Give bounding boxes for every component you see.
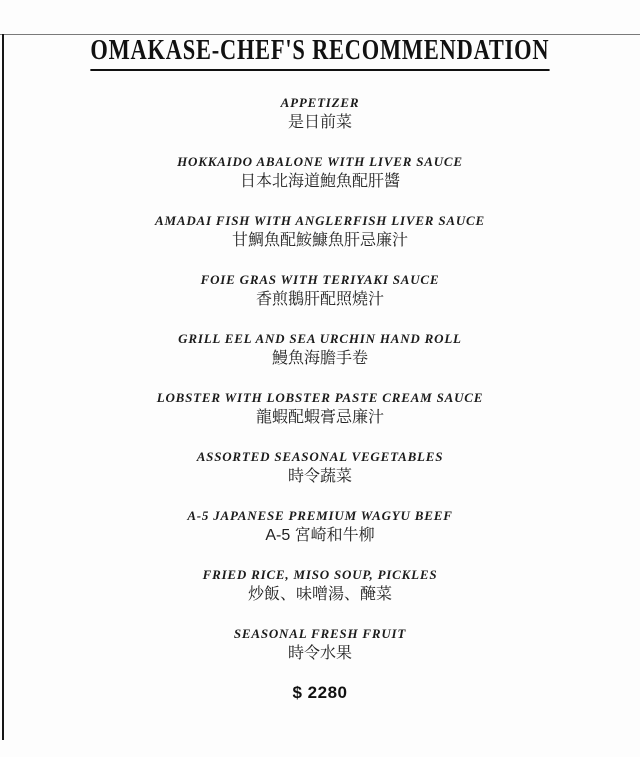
menu-item-en: APPETIZER: [280, 95, 360, 110]
menu-list: [0, 94, 640, 702]
menu-item-en: GRILL EEL AND SEA URCHIN HAND ROLL: [178, 331, 462, 346]
menu-item-zh: 炒飯、味噌湯、醃菜: [247, 586, 392, 603]
menu-item-vegetables: [0, 448, 640, 486]
menu-item-en: ASSORTED SEASONAL VEGETABLES: [196, 449, 444, 464]
menu-item-appetizer: [0, 94, 640, 132]
menu-item-zh: 鰻魚海膽手卷: [271, 350, 368, 367]
page-title: OMAKASE-CHEF'S RECOMMENDATION: [91, 34, 550, 71]
menu-item-zh: 香煎鵝肝配照燒汁: [255, 291, 384, 308]
menu-item-zh: 日本北海道鮑魚配肝醬: [239, 173, 400, 190]
menu-item-lobster: [0, 389, 640, 427]
menu-item-zh: 時令水果: [287, 645, 352, 662]
menu-item-en: LOBSTER WITH LOBSTER PASTE CREAM SAUCE: [156, 390, 484, 405]
menu-item-en: SEASONAL FRESH FRUIT: [233, 626, 407, 641]
menu-item-en: HOKKAIDO ABALONE WITH LIVER SAUCE: [177, 154, 463, 169]
menu-item-en: AMADAI FISH WITH ANGLERFISH LIVER SAUCE: [155, 213, 485, 228]
menu-item-abalone: [0, 153, 640, 191]
menu-item-zh: 是日前菜: [287, 114, 352, 131]
menu-item-wagyu: [0, 507, 640, 545]
menu-item-amadai: [0, 212, 640, 250]
menu-page: [0, 34, 640, 757]
price-label: $ 2280: [292, 683, 348, 702]
menu-item-rice-soup-pickles: [0, 566, 640, 604]
menu-item-foie-gras: [0, 271, 640, 309]
menu-item-en: FOIE GRAS WITH TERIYAKI SAUCE: [200, 272, 440, 287]
menu-item-en: FRIED RICE, MISO SOUP, PICKLES: [202, 567, 438, 582]
menu-item-en: A-5 JAPANESE PREMIUM WAGYU BEEF: [187, 508, 453, 523]
menu-item-fruit: [0, 625, 640, 663]
menu-item-zh: A-5 宮崎和牛柳: [265, 527, 375, 544]
menu-item-zh: 龍蝦配蝦膏忌廉汁: [255, 409, 384, 426]
title-row: [0, 34, 640, 68]
menu-item-zh: 時令蔬菜: [287, 468, 352, 485]
menu-content: [0, 34, 640, 702]
menu-item-eel-hand-roll: [0, 330, 640, 368]
menu-item-zh: 甘鯛魚配鮟鱇魚肝忌廉汁: [231, 232, 408, 249]
